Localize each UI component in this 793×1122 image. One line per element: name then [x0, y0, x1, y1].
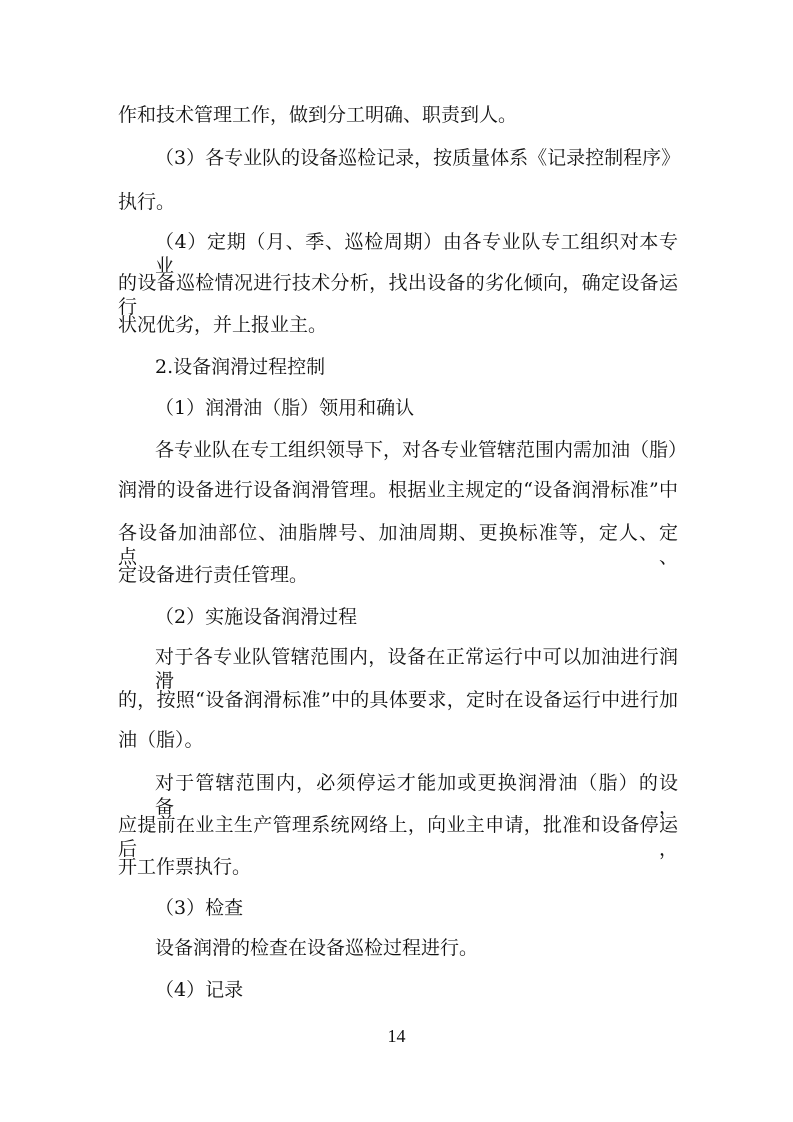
- text-line: 对于各专业队管辖范围内，设备在正常运行中可以加油进行润滑: [155, 646, 678, 692]
- list-item-heading: （4）定期（月、季、巡检周期）由各专业队专工组织对本专业: [155, 231, 678, 277]
- text-line: 应提前在业主生产管理系统网络上，向业主申请，批准和设备停运后，: [118, 814, 678, 860]
- text-line: 定设备进行责任管理。: [118, 564, 309, 586]
- subsection-heading: （1）润滑油（脂）领用和确认: [155, 397, 415, 419]
- text-line: 作和技术管理工作，做到分工明确、职责到人。: [118, 104, 518, 126]
- text-line: 各设备加油部位、油脂牌号、加油周期、更换标准等，定人、定点、: [118, 522, 678, 568]
- subsection-heading: （3）检查: [155, 897, 244, 919]
- subsection-heading: （2）实施设备润滑过程: [155, 606, 358, 628]
- list-item-heading: （3）各专业队的设备巡检记录，按质量体系《记录控制程序》: [155, 147, 681, 169]
- text-line: 状况优劣，并上报业主。: [118, 314, 328, 336]
- text-line: 油（脂）。: [118, 729, 204, 751]
- text-line: 执行。: [118, 191, 176, 213]
- text-line: 对于管辖范围内，必须停运才能加或更换润滑油（脂）的设备，: [155, 772, 678, 818]
- text-line: 的设备巡检情况进行技术分析，找出设备的劣化倾向，确定设备运行: [118, 272, 678, 318]
- text-line: 各专业队在专工组织领导下，对各专业管辖范围内需加油（脂）: [155, 439, 688, 461]
- text-line: 开工作票执行。: [118, 856, 252, 878]
- section-heading: 2.设备润滑过程控制: [155, 356, 326, 378]
- text-line: 设备润滑的检查在设备巡检过程进行。: [155, 937, 479, 959]
- page-number: 14: [387, 1026, 406, 1046]
- text-line: 润滑的设备进行设备润滑管理。根据业主规定的“设备润滑标准”中: [118, 479, 678, 501]
- text-line: 的，按照“设备润滑标准”中的具体要求，定时在设备运行中进行加: [118, 689, 678, 711]
- subsection-heading: （4）记录: [155, 979, 244, 1001]
